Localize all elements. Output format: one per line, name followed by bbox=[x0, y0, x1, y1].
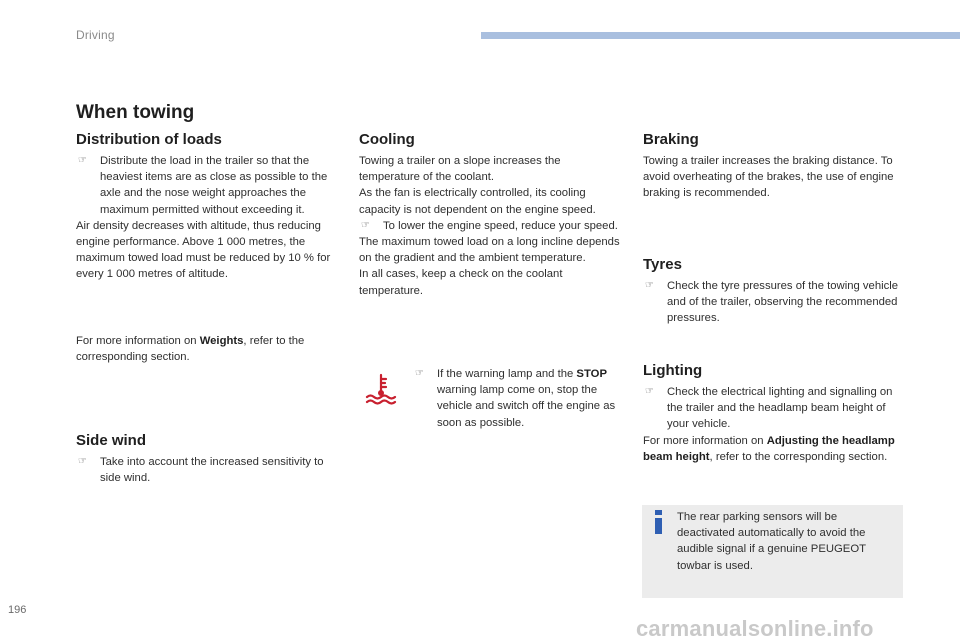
warning-suffix: warning lamp come on, stop the vehicle and switch off the engine as soon as possible. bbox=[437, 384, 616, 429]
more-prefix: For more information on bbox=[76, 335, 200, 347]
distribution-more-info bbox=[76, 333, 332, 365]
info-text bbox=[677, 509, 893, 574]
more-prefix: For more information on bbox=[643, 434, 767, 447]
lighting-body bbox=[643, 384, 905, 465]
side-wind-bullet bbox=[76, 454, 332, 486]
cooling-para-3: The maximum towed load on a long incline depends on the gradient and the ambient temperature. bbox=[359, 236, 620, 265]
finger-pointer-icon: ☞ bbox=[78, 456, 87, 467]
cooling-body bbox=[359, 153, 621, 299]
distribution-para: Air density decreases with altitude, thus reducing engine performance. Above 1 000 metres, the maximum towed load must be reduced by 10 % for every 1 000 metres of altitude. bbox=[76, 219, 331, 281]
headlamp-ref: Adjusting the headlamp beam height bbox=[643, 434, 895, 463]
finger-pointer-icon: ☞ bbox=[78, 155, 87, 166]
coolant-warning-bullet bbox=[413, 366, 623, 431]
distribution-heading: Distribution of loads bbox=[76, 131, 222, 148]
cooling-para-4: In all cases, keep a check on the coolant temperature. bbox=[359, 268, 563, 297]
distribution-body bbox=[76, 153, 332, 283]
lighting-more-info bbox=[643, 433, 905, 465]
side-wind-heading: Side wind bbox=[76, 432, 147, 449]
cooling-bullet-text: To lower the engine speed, reduce your speed. bbox=[383, 219, 618, 232]
coolant-temperature-icon bbox=[364, 372, 398, 406]
more-suffix: , refer to the corresponding section. bbox=[709, 450, 888, 463]
lighting-heading: Lighting bbox=[643, 362, 703, 379]
lighting-bullet bbox=[643, 384, 905, 433]
info-icon bbox=[652, 508, 666, 536]
more-suffix: , refer to the corresponding section. bbox=[76, 335, 305, 364]
page-number: 196 bbox=[8, 604, 27, 616]
tyres-bullet-text: Check the tyre pressures of the towing vehicle and of the trailer, observing the recommended pressures. bbox=[667, 280, 899, 325]
cooling-bullet bbox=[359, 218, 621, 234]
side-wind-body bbox=[76, 454, 332, 486]
cooling-heading: Cooling bbox=[359, 131, 415, 148]
cooling-para-1: Towing a trailer on a slope increases the temperature of the coolant. bbox=[359, 155, 561, 184]
page-title: When towing bbox=[76, 102, 195, 123]
braking-para: Towing a trailer increases the braking distance. To avoid overheating of the brakes, the use of engine braking is recommended. bbox=[643, 155, 894, 200]
finger-pointer-icon: ☞ bbox=[645, 280, 654, 291]
warning-prefix: If the warning lamp and the bbox=[437, 368, 577, 380]
watermark: carmanualsonline.info bbox=[636, 616, 874, 641]
tyres-bullet bbox=[643, 278, 905, 327]
finger-pointer-icon: ☞ bbox=[361, 219, 370, 231]
header-bar bbox=[481, 32, 960, 39]
distribution-bullet-text: Distribute the load in the trailer so that the heaviest items are as close as possible to the axle and the nose weight approaches the maximum permitted without exceeding it. bbox=[100, 155, 328, 216]
tyres-heading: Tyres bbox=[643, 256, 682, 273]
distribution-bullet bbox=[76, 153, 332, 218]
lighting-bullet-text: Check the electrical lighting and signalling on the trailer and the headlamp beam height of your vehicle. bbox=[667, 386, 893, 431]
stop-label: STOP bbox=[576, 368, 607, 380]
finger-pointer-icon: ☞ bbox=[415, 368, 424, 379]
weights-ref: Weights bbox=[199, 335, 244, 347]
tyres-body bbox=[643, 278, 905, 327]
finger-pointer-icon: ☞ bbox=[645, 386, 654, 397]
cooling-para-2: As the fan is electrically controlled, its cooling capacity is not dependent on the engine speed. bbox=[359, 187, 596, 216]
side-wind-bullet-text: Take into account the increased sensitivity to side wind. bbox=[100, 456, 324, 485]
coolant-warning bbox=[413, 366, 623, 431]
braking-body bbox=[643, 153, 905, 202]
braking-heading: Braking bbox=[643, 131, 699, 148]
section-label: Driving bbox=[76, 28, 115, 42]
info-text-content: The rear parking sensors will be deactivated automatically to avoid the audible signal if a genuine PEUGEOT towbar is used. bbox=[677, 511, 866, 572]
